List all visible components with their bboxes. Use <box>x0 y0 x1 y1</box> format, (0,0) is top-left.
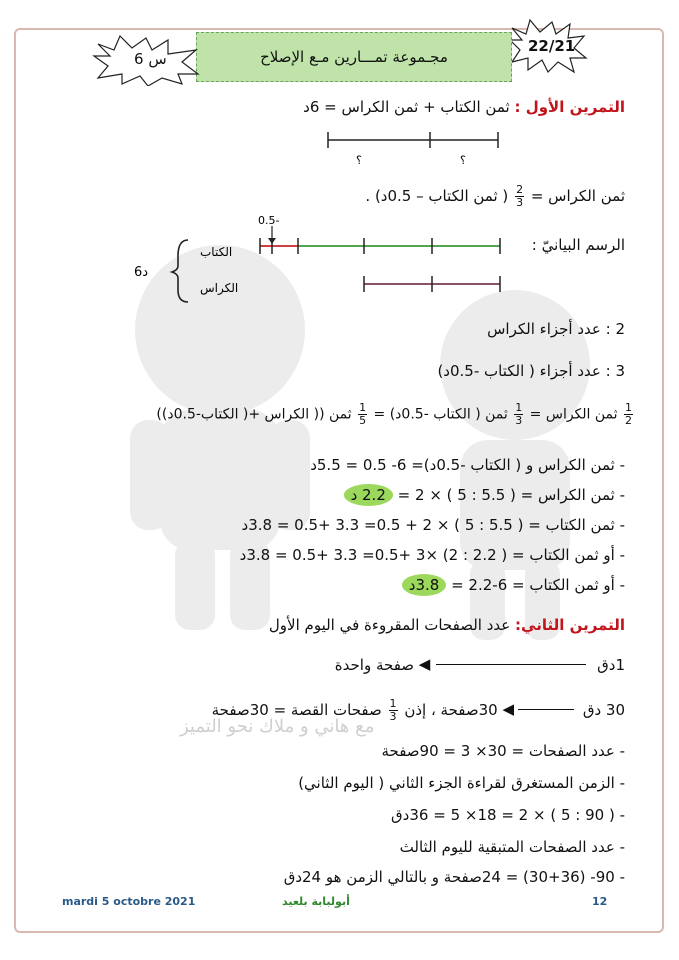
relation-post: ( ثمن الكتاب – 0.5د) . <box>365 187 509 205</box>
ex1-unknown-2: ؟ <box>460 154 466 167</box>
ex1-heading: التمرين الأول : <box>514 98 625 116</box>
row1-right: صفحة واحدة <box>334 656 415 674</box>
label-notebook: الكراس <box>200 281 239 295</box>
page-range: 22/21 <box>528 37 576 55</box>
step-5 <box>402 576 625 594</box>
answer-notebook: 2.2 د <box>344 484 393 506</box>
bar-diagram <box>130 206 520 306</box>
eq-main-pre: ثمن الكراس = <box>529 406 618 423</box>
ex1-segment-diagram <box>318 130 508 170</box>
step-3: - ثمن الكتاب = ( 5.5 : 5 ) × 2 + 0.5= 3.3 +0.5 = 3.8د <box>241 516 625 534</box>
ex2-line-3: - ( 90 : 5 ) × 2 = 18× 5 = 36دق <box>391 806 625 824</box>
ex1-statement-line <box>303 98 625 116</box>
footer-author: أبولبابة بلعيد <box>282 895 350 908</box>
step-1: - ثمن الكراس و ( الكتاب -0.5د)= 6- 0.5 = 5.5د <box>310 456 625 474</box>
arrow-left-icon: ◀ <box>418 655 431 673</box>
fraction-one-half: $\frac{1}{2}$ <box>625 401 632 427</box>
fraction-one-third-2: $\frac{1}{3}$ <box>389 697 397 723</box>
title-banner <box>196 32 512 82</box>
ex2-statement: عدد الصفحات المقروءة في اليوم الأول <box>268 616 511 634</box>
ex2-line-5: - 90- (30+36) = 24صفحة و بالتالي الزمن هو 24دق <box>283 868 625 886</box>
footer-date: mardi 5 octobre 2021 <box>62 895 196 908</box>
eq-main-mid: ثمن ( الكتاب -0.5د) = <box>373 406 508 423</box>
relation-pre: ثمن الكراس = <box>530 187 625 205</box>
ex2-line-4: - عدد الصفحات المتبقية لليوم الثالث <box>399 838 625 856</box>
page-title: مجـموعة تمـــارين مـع الإصلاح <box>260 48 448 66</box>
diagram-total: 6د <box>134 265 149 280</box>
footer-page-number: 12 <box>592 895 608 908</box>
diagram-offset: 0.5- <box>258 214 280 227</box>
ex2-line-1: - عدد الصفحات = 30× 3 = 90صفحة <box>381 742 625 760</box>
row2-right-b: صفحات القصة = 30صفحة <box>211 701 382 719</box>
watermark: مع هاني و ملاك نحو التميز <box>180 716 375 737</box>
eq-main-mid2: ثمن (( الكراس +( الكتاب-0.5د)) <box>156 406 352 423</box>
parts-book: 3 : عدد أجزاء ( الكتاب -0.5د) <box>437 362 625 380</box>
level-label: س 6 <box>134 50 167 68</box>
step-4: - أو ثمن الكتاب = ( 2.2 : 2) ×3 +0.5= 3.3 +0.5 = 3.8د <box>239 546 625 564</box>
fraction-one-fifth: $\frac{1}{5}$ <box>359 401 367 427</box>
diagram-title: الرسم البيانيّ : <box>531 236 625 254</box>
row1-left: 1دق <box>597 656 625 674</box>
ex1-unknown-1: ؟ <box>356 154 362 167</box>
answer-book: 3.8د <box>402 574 447 596</box>
ex2-statement-line <box>269 616 625 634</box>
eq-main <box>156 402 635 427</box>
arrow-left-icon: ◀ <box>502 700 515 718</box>
step-2-text: - ثمن الكراس = ( 5.5 : 5 ) × 2 = <box>397 486 625 504</box>
ex2-heading: التمرين الثاني: <box>515 616 625 634</box>
ex2-line-2: - الزمن المستغرق لقراءة الجزء الثاني ( اليوم الثاني) <box>298 774 625 792</box>
parts-notebook: 2 : عدد أجزاء الكراس <box>487 320 625 338</box>
row2-arrow <box>518 709 574 710</box>
ex2-row1 <box>335 656 625 674</box>
ex1-statement: ثمن الكتاب + ثمن الكراس = 6د <box>303 98 510 116</box>
step-2 <box>344 486 625 504</box>
row1-arrow <box>436 664 586 665</box>
step-5-text: - أو ثمن الكتاب = 6-2.2 = <box>451 576 625 594</box>
label-book: الكتاب <box>200 245 233 259</box>
fraction-one-third: $\frac{1}{3}$ <box>515 401 523 427</box>
row2-right-a: 30صفحة ، إذن <box>404 701 498 719</box>
row2-left: 30 دق <box>582 701 625 719</box>
fraction-two-thirds: $\frac{2}{3}$ <box>516 183 524 209</box>
